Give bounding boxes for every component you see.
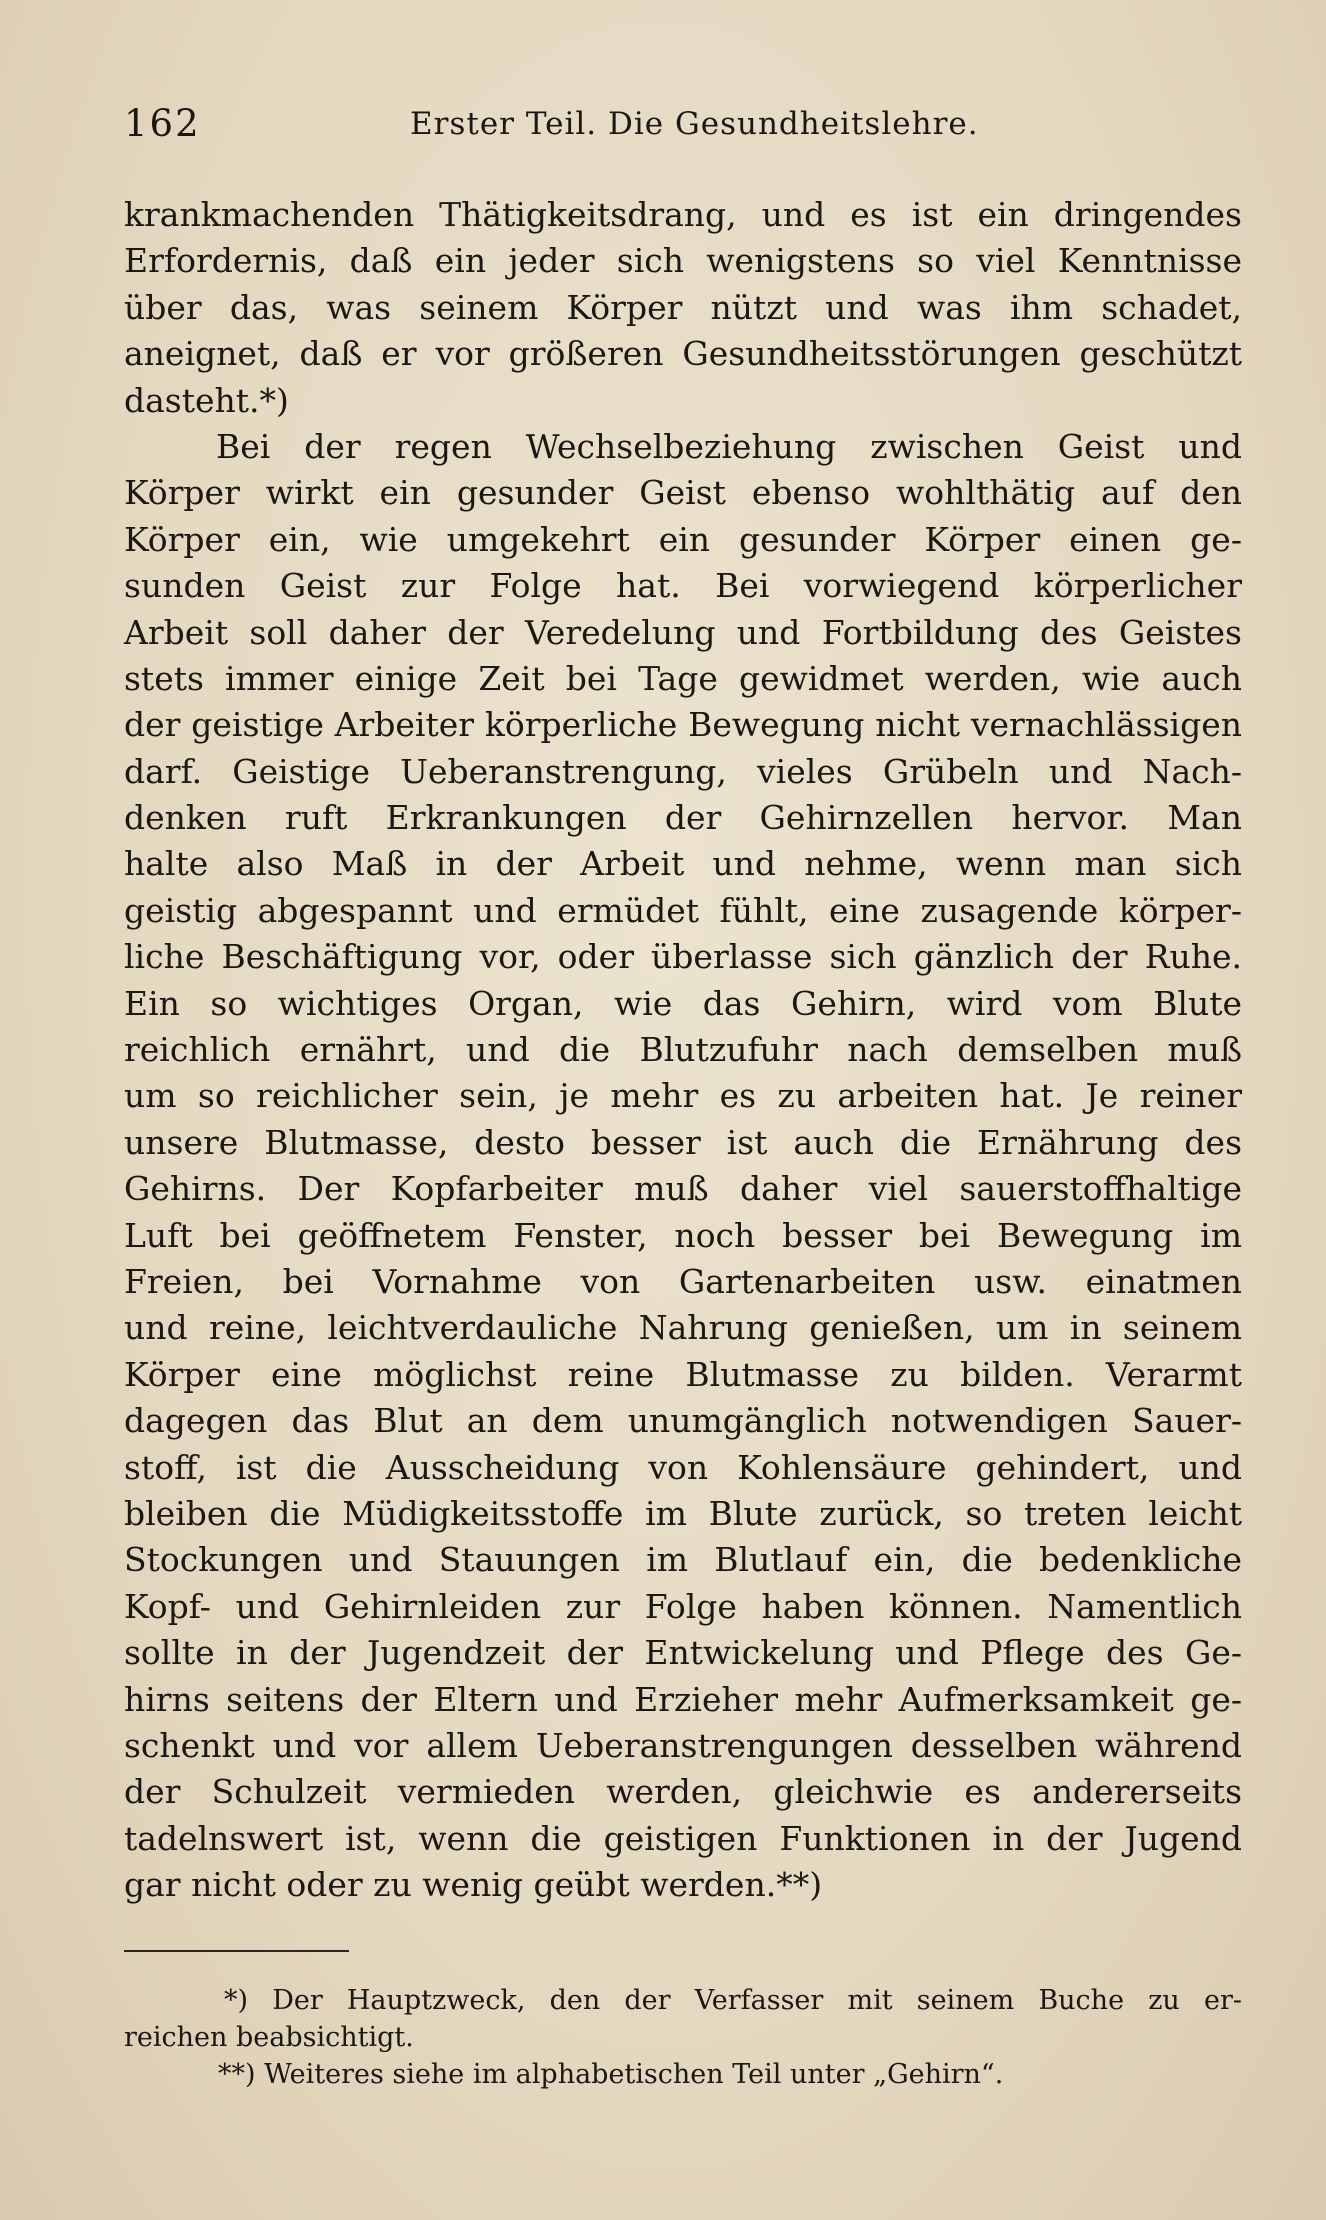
text-line: Erfordernis, daß ein jeder sich wenigstens so viel Kenntnisse [124,241,1242,281]
text-line: Körper eine möglichst reine Blutmasse zu bilden. Verarmt [124,1354,1242,1394]
text-line: denken ruft Erkrankungen der Gehirnzellen hervor. Man [124,798,1242,838]
footnotes [124,1982,1242,2093]
text-line: Luft bei geöffnetem Fenster, noch besser bei Bewegung im [124,1215,1242,1255]
page-number: 162 [124,102,201,145]
text-line: Gehirns. Der Kopfarbeiter muß daher viel sauerstoffhaltige [124,1169,1242,1209]
text-line: der Schulzeit vermieden werden, gleichwie es andererseits [124,1772,1242,1812]
running-head [124,102,1244,152]
text-line: Ein so wichtiges Organ, wie das Gehirn, wird vom Blute [124,983,1242,1023]
text-line: bleiben die Müdigkeitsstoffe im Blute zurück, so treten leicht [124,1493,1242,1533]
footnote-rule [124,1950,349,1952]
text-line: darf. Geistige Ueberanstrengung, vieles Grübeln und Nach- [124,751,1242,791]
text-line: stets immer einige Zeit bei Tage gewidmet werden, wie auch [124,658,1242,698]
text-line: hirns seitens der Eltern und Erzieher mehr Aufmerksamkeit ge- [124,1679,1242,1719]
text-line: der geistige Arbeiter körperliche Bewegung nicht vernachlässigen [124,705,1242,745]
text-line: geistig abgespannt und ermüdet fühlt, eine zusagende körper- [124,890,1242,930]
footnote-line: **) Weiteres siehe im alphabetischen Teil unter „Gehirn“. [218,2059,1004,2090]
text-line: sunden Geist zur Folge hat. Bei vorwiegend körperlicher [124,566,1242,606]
text-line: halte also Maß in der Arbeit und nehme, wenn man sich [124,844,1242,884]
text-line: Körper wirkt ein gesunder Geist ebenso wohlthätig auf den [124,473,1242,513]
text-line: Stockungen und Stauungen im Blutlauf ein, die bedenkliche [124,1540,1242,1580]
text-line: stoff, ist die Ausscheidung von Kohlensäure gehindert, und [124,1447,1242,1487]
text-line: Freien, bei Vornahme von Gartenarbeiten usw. einatmen [124,1261,1242,1301]
body-text [124,192,1242,1908]
text-line: Körper ein, wie umgekehrt ein gesunder Körper einen ge- [124,519,1242,559]
running-title: Erster Teil. Die Gesundheitslehre. [410,106,979,142]
text-line: Arbeit soll daher der Veredelung und Fortbildung des Geistes [124,612,1242,652]
text-line: und reine, leichtverdauliche Nahrung genießen, um in seinem [124,1308,1242,1348]
text-line: um so reichlicher sein, je mehr es zu arbeiten hat. Je reiner [124,1076,1242,1116]
text-line: reichlich ernährt, und die Blutzufuhr nach demselben muß [124,1030,1242,1070]
footnote-line: *) Der Hauptzweck, den der Verfasser mit seinem Buche zu er- [224,1985,1242,2016]
text-line: gar nicht oder zu wenig geübt werden.**) [124,1865,823,1905]
text-line: aneignet, daß er vor größeren Gesundheitsstörungen geschützt [124,334,1242,374]
text-line: Kopf- und Gehirnleiden zur Folge haben können. Namentlich [124,1586,1242,1626]
text-line: schenkt und vor allem Ueberanstrengungen desselben während [124,1725,1242,1765]
footnote-line: reichen beabsichtigt. [124,2022,414,2053]
text-line: sollte in der Jugendzeit der Entwickelung und Pflege des Ge- [124,1633,1242,1673]
text-line: tadelnswert ist, wenn die geistigen Funktionen in der Jugend [124,1818,1242,1858]
text-line: dagegen das Blut an dem unumgänglich notwendigen Sauer- [124,1401,1242,1441]
text-line: über das, was seinem Körper nützt und was ihm schadet, [124,287,1242,327]
text-line: unsere Blutmasse, desto besser ist auch die Ernährung des [124,1122,1242,1162]
text-line: Bei der regen Wechselbeziehung zwischen Geist und [216,426,1242,466]
text-line: dasteht.*) [124,380,289,420]
text-line: krankmachenden Thätigkeitsdrang, und es ist ein dringendes [124,195,1242,234]
text-line: liche Beschäftigung vor, oder überlasse sich gänzlich der Ruhe. [124,937,1242,977]
